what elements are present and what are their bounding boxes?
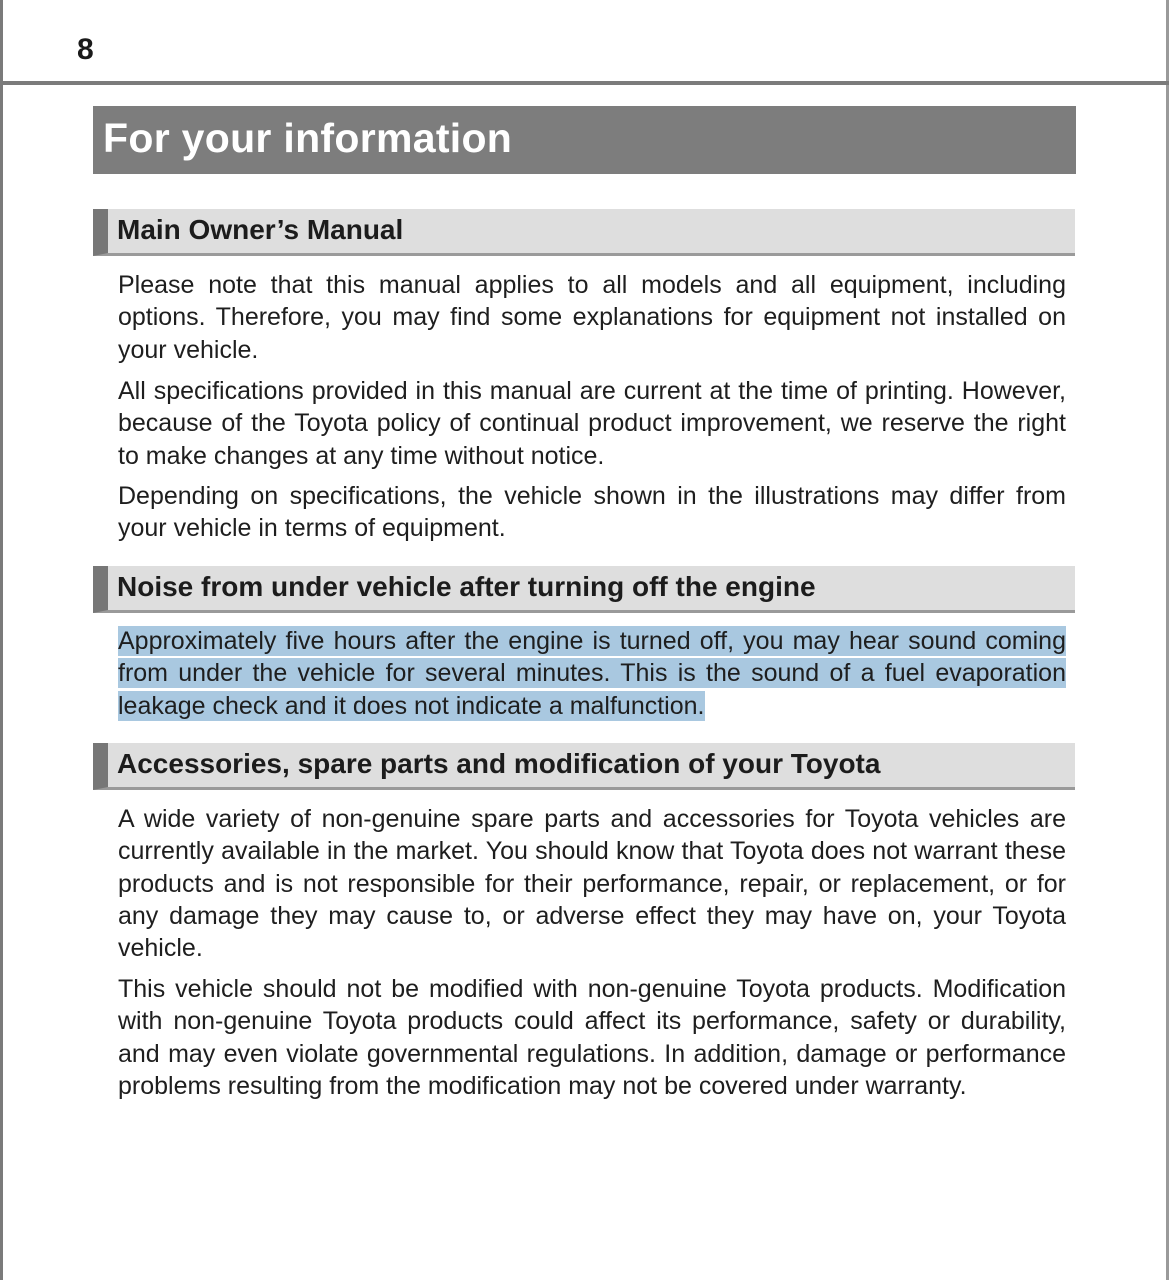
section-heading-main-owners-manual: [93, 209, 1075, 256]
paragraph-noise-selected[interactable]: [118, 625, 1066, 722]
chapter-title-bar: [93, 106, 1076, 174]
section-title: Accessories, spare parts and modification of your Toyota: [117, 748, 881, 779]
paragraph-modification[interactable]: This vehicle should not be modified with non-genuine Toyota products. Modification with non-genuine Toyota products could affect its performance, safety or durability, and may even violate governmental regulations. In addition, damage or performance problems resulting from the modification may not be covered under warranty.: [118, 975, 1066, 1100]
chapter-title: For your information: [103, 115, 513, 161]
section-title: Noise from under vehicle after turning off the engine: [117, 571, 816, 602]
section-heading-accessories: [93, 743, 1075, 790]
page-left-edge: [0, 0, 3, 1280]
paragraph-non-genuine-parts[interactable]: A wide variety of non-genuine spare parts and accessories for Toyota vehicles are currently available in the market. You should know that Toyota does not warrant these products and is not responsible for their performance, repair, or replacement, or for any damage they may cause to, or adverse effect they may have on, your Toyota vehicle.: [118, 805, 1066, 963]
section-heading-noise: [93, 566, 1075, 613]
paragraph-illustrations[interactable]: Depending on specifications, the vehicle shown in the illustrations may differ from your vehicle in terms of equipment.: [118, 482, 1066, 543]
header-divider: [0, 81, 1169, 85]
paragraph-specifications[interactable]: All specifications provided in this manual are current at the time of printing. However, because of the Toyota policy of continual product improvement, we reserve the right to make changes at any time without notice.: [118, 377, 1066, 470]
section-title: Main Owner’s Manual: [117, 214, 404, 245]
selected-text-highlight[interactable]: Approximately five hours after the engine is turned off, you may hear sound coming from under the vehicle for several minutes. This is the sound of a fuel evaporation leakage check and it does not indicate a malfunction.: [118, 627, 1066, 720]
paragraph-models-equipment[interactable]: Please note that this manual applies to all models and all equipment, including options. Therefore, you may find some explanations for equipment not installed on your vehicle.: [118, 271, 1066, 364]
page-number: 8: [77, 33, 94, 66]
